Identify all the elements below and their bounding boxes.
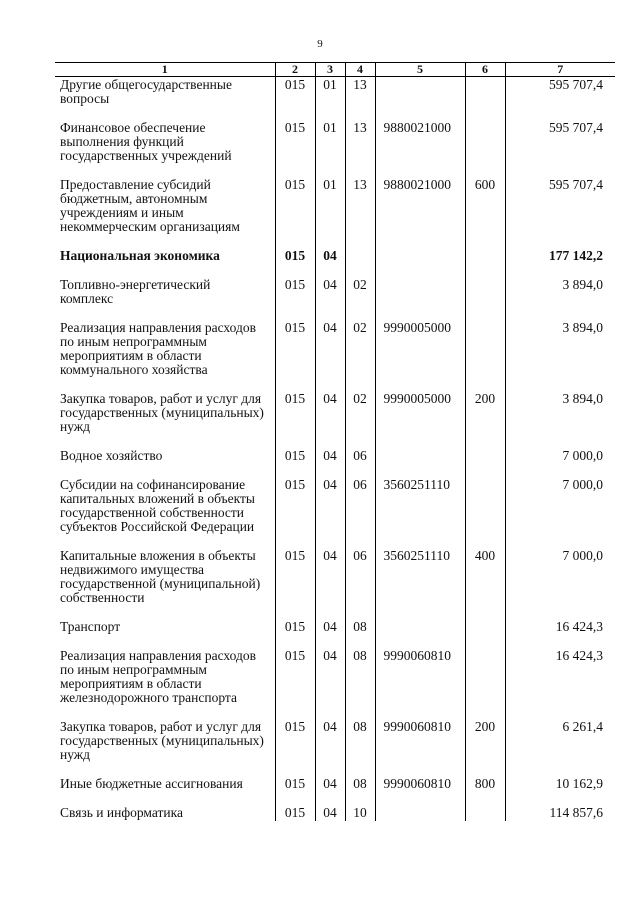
table-row <box>55 805 615 821</box>
row-code-admin: 015 <box>275 548 315 619</box>
row-code-admin: 015 <box>275 120 315 177</box>
row-code-section: 04 <box>315 320 345 391</box>
row-code-admin: 015 <box>275 776 315 805</box>
row-code-subsection: 08 <box>345 719 375 776</box>
row-code-expense-type <box>465 77 505 121</box>
table-row <box>55 120 615 177</box>
row-code-subsection: 10 <box>345 805 375 821</box>
row-name: Иные бюджетные ассигнования <box>60 776 243 791</box>
row-name: Топливно-энергетический комплекс <box>60 277 211 306</box>
row-code-section: 04 <box>315 805 345 821</box>
row-code-target <box>375 277 465 320</box>
row-code-section: 04 <box>315 619 345 648</box>
row-code-expense-type: 600 <box>465 177 505 248</box>
row-code-subsection: 06 <box>345 477 375 548</box>
row-code-section: 04 <box>315 648 345 719</box>
page-number: 9 <box>317 38 323 50</box>
row-amount: 7 000,0 <box>505 448 615 477</box>
row-code-expense-type <box>465 648 505 719</box>
row-amount: 595 707,4 <box>505 77 615 121</box>
row-code-target: 3560251110 <box>375 477 465 548</box>
table-row <box>55 277 615 320</box>
row-code-target: 9990060810 <box>375 719 465 776</box>
row-code-subsection: 13 <box>345 77 375 121</box>
row-code-expense-type <box>465 277 505 320</box>
row-code-target: 9990005000 <box>375 320 465 391</box>
row-code-target: 9880021000 <box>375 120 465 177</box>
table-row <box>55 248 615 277</box>
column-header: 7 <box>505 63 615 77</box>
column-header: 2 <box>275 63 315 77</box>
column-header: 3 <box>315 63 345 77</box>
row-code-expense-type <box>465 805 505 821</box>
row-code-section: 04 <box>315 391 345 448</box>
row-code-subsection <box>345 248 375 277</box>
column-header: 1 <box>55 63 275 77</box>
row-code-section: 04 <box>315 776 345 805</box>
row-code-subsection: 13 <box>345 177 375 248</box>
row-code-admin: 015 <box>275 648 315 719</box>
table-row <box>55 477 615 548</box>
row-name: Реализация направления расходов по иным непрограммным мероприятиям в области железнодорожного транспорта <box>60 648 257 705</box>
row-amount: 6 261,4 <box>505 719 615 776</box>
row-code-target <box>375 805 465 821</box>
row-amount: 3 894,0 <box>505 277 615 320</box>
row-code-admin: 015 <box>275 477 315 548</box>
table-row <box>55 448 615 477</box>
table-row <box>55 776 615 805</box>
table-row <box>55 548 615 619</box>
column-header: 6 <box>465 63 505 77</box>
column-header: 5 <box>375 63 465 77</box>
row-amount: 10 162,9 <box>505 776 615 805</box>
row-code-target: 9990005000 <box>375 391 465 448</box>
row-code-expense-type <box>465 120 505 177</box>
row-code-subsection: 08 <box>345 776 375 805</box>
row-name: Водное хозяйство <box>60 448 163 463</box>
row-code-subsection: 08 <box>345 619 375 648</box>
table-row <box>55 177 615 248</box>
table-row <box>55 77 615 121</box>
row-code-admin: 015 <box>275 391 315 448</box>
row-amount: 177 142,2 <box>505 248 615 277</box>
row-code-section: 01 <box>315 77 345 121</box>
row-code-expense-type: 200 <box>465 391 505 448</box>
row-code-admin: 015 <box>275 805 315 821</box>
row-code-section: 04 <box>315 448 345 477</box>
row-name: Субсидии на софинансирование капитальных вложений в объекты государственной собственности субъектов Российской Федерации <box>60 477 255 534</box>
row-code-section: 04 <box>315 477 345 548</box>
row-code-section: 04 <box>315 277 345 320</box>
row-code-subsection: 06 <box>345 548 375 619</box>
row-code-admin: 015 <box>275 448 315 477</box>
table-header-row <box>55 63 615 77</box>
row-name: Капитальные вложения в объекты недвижимого имущества государственной (муниципальной) собственности <box>60 548 261 605</box>
row-code-section: 01 <box>315 177 345 248</box>
row-code-admin: 015 <box>275 719 315 776</box>
row-code-admin: 015 <box>275 320 315 391</box>
row-name: Другие общегосударственные вопросы <box>60 77 232 106</box>
table-row <box>55 719 615 776</box>
table-row <box>55 648 615 719</box>
row-code-target: 3560251110 <box>375 548 465 619</box>
column-header: 4 <box>345 63 375 77</box>
row-name: Национальная экономика <box>60 248 220 263</box>
row-code-target <box>375 448 465 477</box>
row-name: Реализация направления расходов по иным непрограммным мероприятиям в области коммунального хозяйства <box>60 320 257 377</box>
row-code-target: 9990060810 <box>375 648 465 719</box>
row-amount: 3 894,0 <box>505 391 615 448</box>
row-name: Предоставление субсидий бюджетным, автономным учреждениям и иным некоммерческим организациям <box>60 177 240 234</box>
row-name: Финансовое обеспечение выполнения функций государственных учреждений <box>60 120 232 163</box>
row-code-subsection: 13 <box>345 120 375 177</box>
row-code-admin: 015 <box>275 619 315 648</box>
row-code-admin: 015 <box>275 277 315 320</box>
row-code-target <box>375 77 465 121</box>
row-code-expense-type: 200 <box>465 719 505 776</box>
row-code-admin: 015 <box>275 177 315 248</box>
row-code-section: 04 <box>315 719 345 776</box>
row-code-admin: 015 <box>275 248 315 277</box>
row-code-subsection: 08 <box>345 648 375 719</box>
row-amount: 595 707,4 <box>505 177 615 248</box>
row-code-target: 9990060810 <box>375 776 465 805</box>
row-code-expense-type: 800 <box>465 776 505 805</box>
row-name: Транспорт <box>60 619 121 634</box>
row-code-section: 04 <box>315 548 345 619</box>
row-code-target: 9880021000 <box>375 177 465 248</box>
row-amount: 7 000,0 <box>505 548 615 619</box>
row-amount: 3 894,0 <box>505 320 615 391</box>
row-code-admin: 015 <box>275 77 315 121</box>
row-code-target <box>375 619 465 648</box>
row-code-expense-type <box>465 320 505 391</box>
table-row <box>55 391 615 448</box>
row-code-subsection: 02 <box>345 320 375 391</box>
row-code-subsection: 02 <box>345 391 375 448</box>
row-name: Связь и информатика <box>60 805 183 820</box>
table-body <box>55 77 615 822</box>
table-row <box>55 320 615 391</box>
row-amount: 16 424,3 <box>505 619 615 648</box>
row-code-expense-type <box>465 248 505 277</box>
row-code-subsection: 02 <box>345 277 375 320</box>
row-amount: 16 424,3 <box>505 648 615 719</box>
row-amount: 7 000,0 <box>505 477 615 548</box>
row-code-section: 04 <box>315 248 345 277</box>
row-code-expense-type <box>465 448 505 477</box>
row-amount: 595 707,4 <box>505 120 615 177</box>
row-name: Закупка товаров, работ и услуг для государственных (муниципальных) нужд <box>60 719 264 762</box>
row-code-section: 01 <box>315 120 345 177</box>
row-code-expense-type <box>465 619 505 648</box>
row-name: Закупка товаров, работ и услуг для государственных (муниципальных) нужд <box>60 391 264 434</box>
budget-table <box>55 62 615 821</box>
table-row <box>55 619 615 648</box>
row-code-expense-type: 400 <box>465 548 505 619</box>
row-code-target <box>375 248 465 277</box>
row-code-expense-type <box>465 477 505 548</box>
row-amount: 114 857,6 <box>505 805 615 821</box>
row-code-subsection: 06 <box>345 448 375 477</box>
